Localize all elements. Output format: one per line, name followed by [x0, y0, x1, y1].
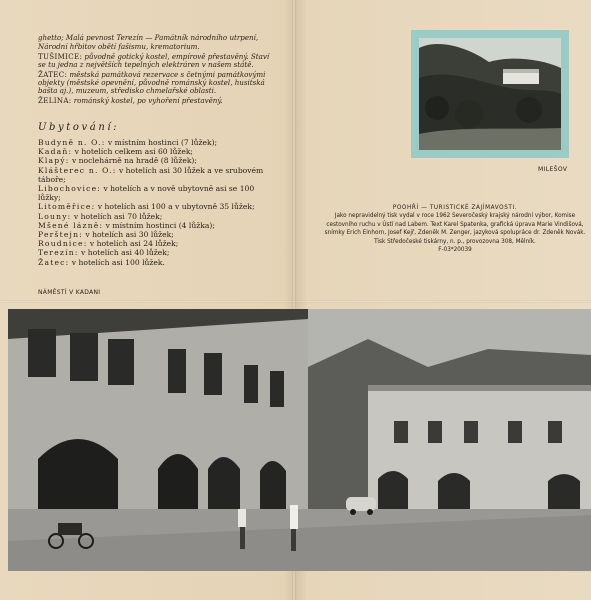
accommodation-list [38, 138, 278, 267]
photo-caption-kadan: NÁMĚSTÍ V KADANI [38, 289, 101, 296]
list-item: Litoměřice: v hotelích asi 100 a v ubytovně 35 lůžek; [38, 202, 255, 212]
place-desc: původně gotický kostel, empírově přestavěný. Staví se tu jedna z největších tepelných elektráren v našem státě. [38, 51, 270, 70]
sight-zatec [38, 71, 278, 96]
place-desc: románský kostel, po vyhoření přestavěný. [71, 95, 223, 105]
list-item: Klášterec n. O.: v hotelích asi 30 lůžek a ve srubovém táboře; [38, 165, 264, 184]
list-item: Kadaň: v hotelích celkem asi 60 lůžek; [38, 147, 193, 157]
sight-tusimice [38, 53, 278, 70]
place-name: TUŠIMICE: [38, 51, 83, 61]
imprint [324, 204, 586, 254]
list-item: Peršteјn: v hotelích asi 30 lůžek; [38, 230, 174, 240]
kadan-square-image [8, 309, 591, 571]
list-item: Roudnice: v hotelích asi 24 lůžek; [38, 239, 179, 249]
sights-text [38, 34, 278, 106]
imprint-code: F-03*20039 [438, 247, 472, 254]
place-name: ŽATEC: [38, 69, 68, 79]
sights-line-2: Národní hřbitov obětí fašismu, krematorium. [38, 42, 200, 52]
accommodation-heading: Ubytování: [38, 122, 120, 133]
photo-caption-milesov: MILEŠOV [538, 166, 568, 173]
place-desc: městská památková rezervace s četnými památkovými objekty (městské opevnění, původně románský kostel, husitská bašta aj.), muzeum, středisko chmelařské oblasti. [38, 69, 266, 96]
list-item: Terezín: v hotelích asi 40 lůžek; [38, 248, 170, 258]
imprint-title: POOHŘÍ — TURISTICKÉ ZAJÍMAVOSTI. [392, 205, 518, 211]
list-item: Budyně n. O.: v místním hostinci (7 lůžek); [38, 138, 218, 147]
horizontal-fold [0, 300, 591, 303]
milesov-photo [419, 38, 561, 150]
list-item: Libochovice: v hotelích a v nově ubytovně asi se 100 lůžky; [38, 184, 255, 203]
milesov-photo-frame [411, 30, 569, 158]
list-item: Mšené lázně: v místním hostinci (4 lůžka); [38, 220, 215, 230]
list-item: Louny: v hotelích asi 70 lůžek; [38, 211, 163, 221]
sights-line-1: ghetto; Malá pevnost Terezín — Památník národního utrpení, [38, 33, 259, 42]
list-item: Klapý: v noclehárně na hradě (8 lůžek); [38, 156, 197, 166]
sight-zelina [38, 97, 278, 105]
imprint-body: Jako nepravidelný tisk vydal v roce 1962 Severočeský krajský národní výbor, Komise cestovního ruchu v Ústí nad Labem. Text Karel Spatenka, grafická úprava Marie Vindišová, snímky Erich Einhorn, Josef Kejř, Zdeněk M. Zenger, jazyková spolupráce dr. Zdeněk Novák. Tisk Středočeské tiskárny, n. p., provozovna 308, Mělník. [324, 213, 586, 245]
list-item: Žatec: v hotelích asi 100 lůžek. [38, 257, 165, 267]
kadan-square-photo [8, 309, 591, 571]
place-name: ŽELINA: [38, 95, 72, 105]
